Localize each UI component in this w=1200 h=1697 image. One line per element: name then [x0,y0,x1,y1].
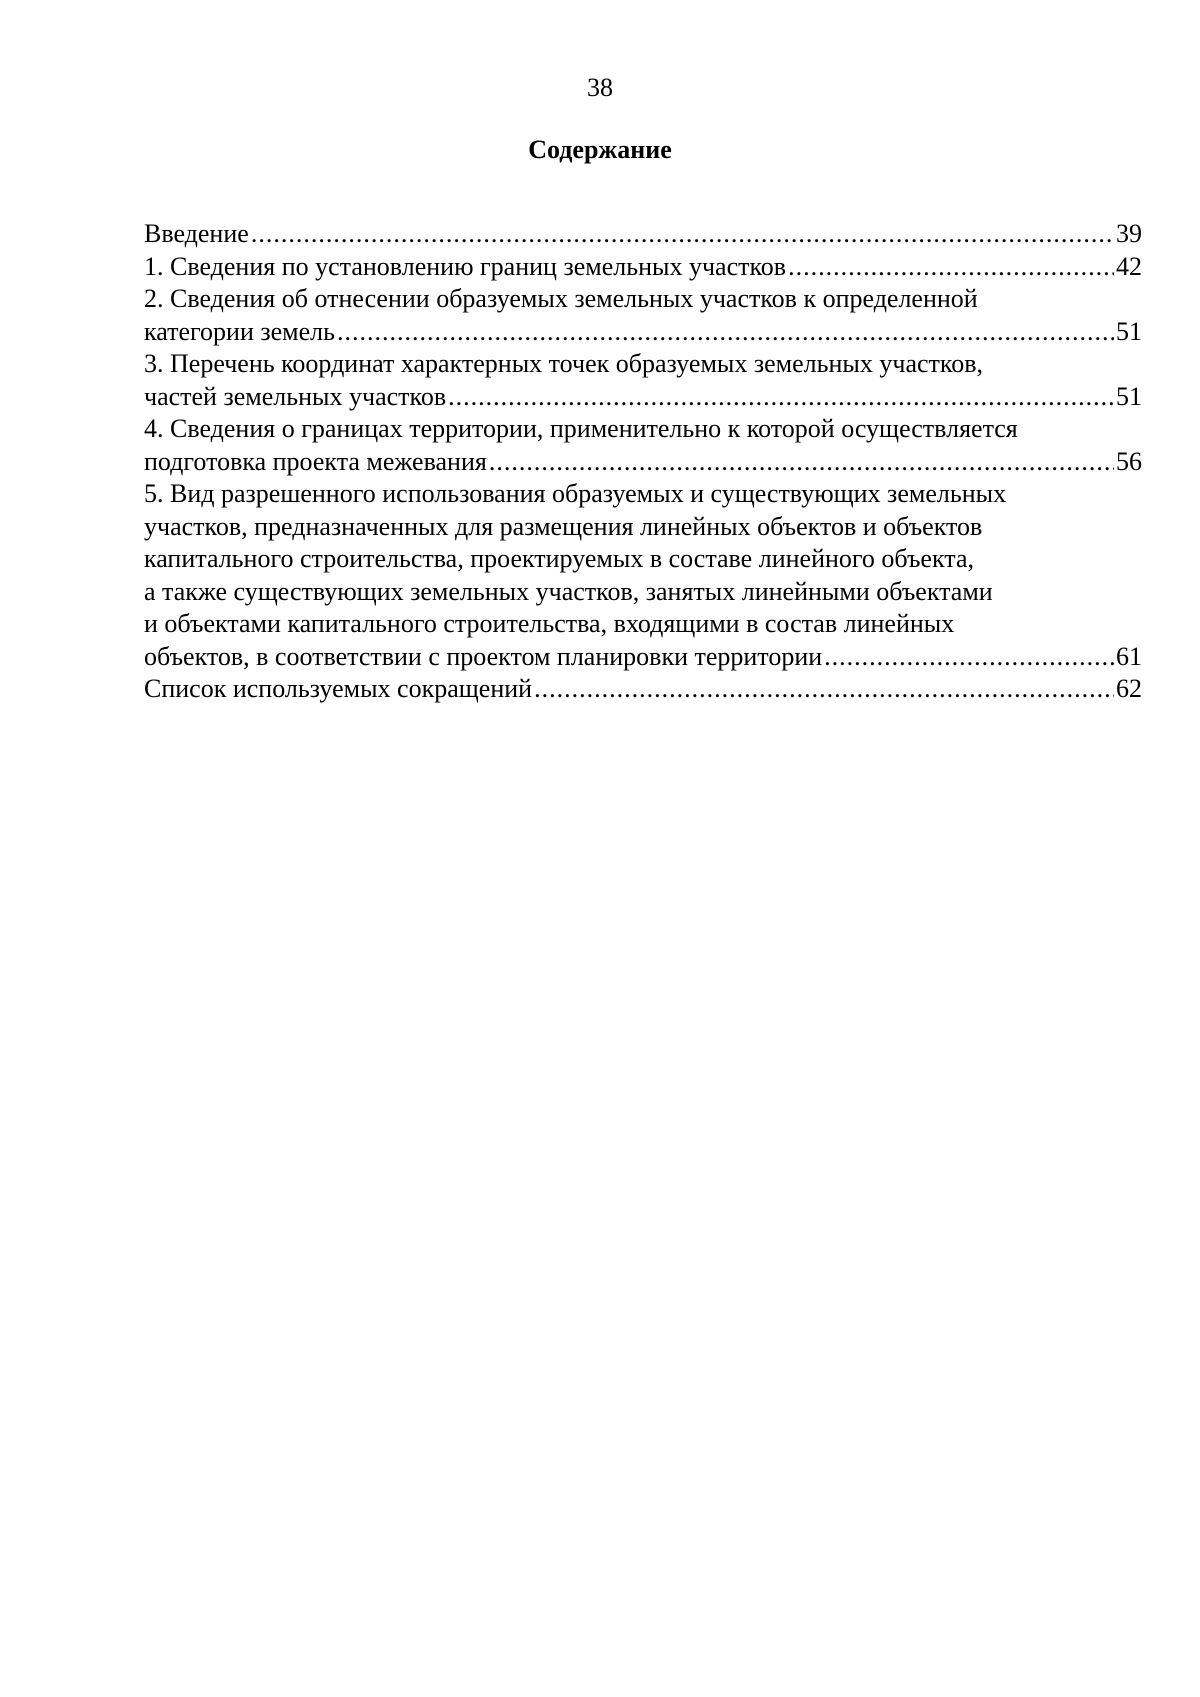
toc-entry-line: 5. Вид разрешенного использования образуемых и существующих земельных [144,479,1007,508]
toc-entry-line: участков, предназначенных для размещения линейных объектов и объектов [144,511,983,541]
toc-entry-last-line [144,251,1142,284]
toc-entry[interactable] [144,413,1142,478]
toc-entry[interactable] [144,251,1142,284]
dot-leader [251,218,1114,251]
dot-leader [534,673,1114,706]
toc-page-number: 51 [1116,316,1142,346]
toc-entry-line: 2. Сведения об отнесении образуемых земельных участков к определенной [144,284,978,313]
toc-page-number: 61 [1116,641,1142,671]
toc-entry[interactable] [144,673,1142,706]
dot-leader [337,316,1114,349]
toc-entry-line: 3. Перечень координат характерных точек образуемых земельных участков, [144,349,983,378]
dot-leader [489,446,1114,479]
toc-entry[interactable] [144,218,1142,251]
toc-page-number: 42 [1116,251,1142,281]
toc-entry-line: а также существующих земельных участков, занятых линейными объектами [144,576,993,606]
toc-page-number: 51 [1116,381,1142,411]
toc-heading: Содержание [528,135,672,164]
toc-entry[interactable] [144,348,1142,413]
toc-entry[interactable] [144,283,1142,348]
toc-entry-title: частей земельных участков [144,381,447,411]
toc-entry-line: и объектами капитального строительства, входящими в состав линейных [144,609,955,638]
toc-entry[interactable] [144,478,1142,673]
dot-leader [824,641,1114,674]
table-of-contents [144,218,1142,706]
toc-page-number: 56 [1116,446,1142,476]
toc-page-number: 62 [1116,674,1142,703]
toc-entry-title: 1. Сведения по установлению границ земельных участков [144,251,787,281]
toc-entry-line: 4. Сведения о границах территории, применительно к которой осуществляется [144,414,1018,443]
toc-entry-title: подготовка проекта межевания [144,446,487,476]
toc-entry-title: Введение [144,219,249,248]
dot-leader [448,381,1114,414]
toc-entry-title: Список используемых сокращений [144,674,533,703]
toc-entry-last-line [144,218,1142,251]
toc-entry-last-line [144,673,1142,706]
page-number: 38 [587,73,613,102]
toc-entry-line: капитального строительства, проектируемых в составе линейного объекта, [144,544,974,573]
toc-entry-last-line [144,381,1142,414]
toc-page-number: 39 [1116,219,1142,248]
toc-entry-last-line [144,641,1142,674]
toc-entry-last-line [144,446,1142,479]
toc-entry-title: объектов, в соответствии с проектом планировки территории [144,641,823,671]
toc-entry-title: категории земель [144,316,335,346]
toc-entry-last-line [144,316,1142,349]
dot-leader [788,251,1114,284]
